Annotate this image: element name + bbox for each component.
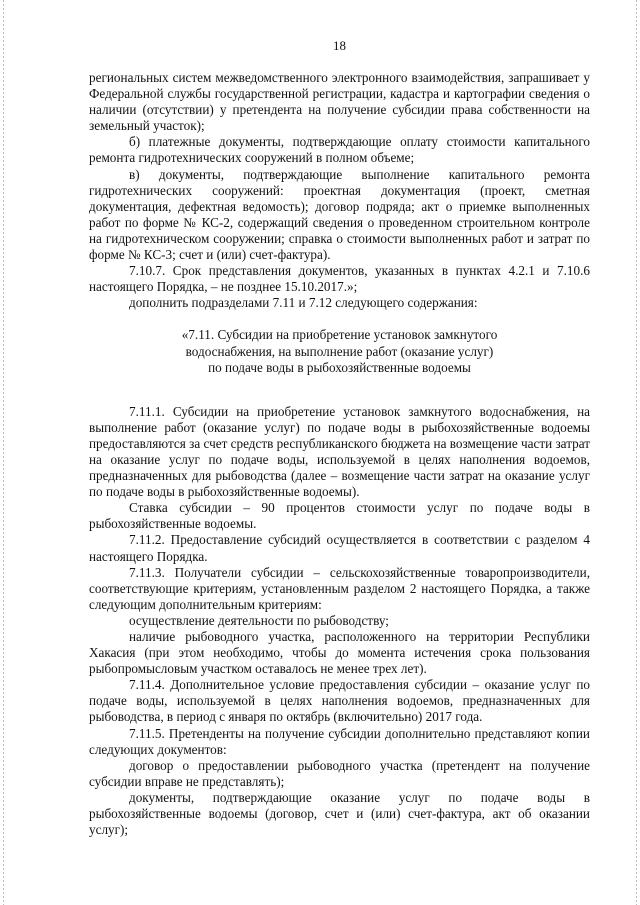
paragraph: наличие рыбоводного участка, расположенного на территории Республики Хакасия (при этом необходимо, чтобы до момента истечения срока пользования рыбопромысловым участком оставалось не менее трех лет). xyxy=(89,629,590,677)
paragraph: 7.11.3. Получатели субсидии – сельскохозяйственные товаропроизводители, соответствующие критериям, установленным разделом 2 настоящего Порядка, а также следующим дополнительным критериям: xyxy=(89,564,590,612)
paragraph: 7.11.2. Предоставление субсидий осуществляется в соответствии с разделом 4 настоящего Порядка. xyxy=(89,532,590,564)
paragraph: 7.10.7. Срок представления документов, указанных в пунктах 4.2.1 и 7.10.6 настоящего Порядка, – не позднее 15.10.2017.»; xyxy=(89,263,590,295)
paragraph: Ставка субсидии – 90 процентов стоимости услуг по подаче воды в рыбохозяйственные водоемы. xyxy=(89,500,590,532)
paragraph: 7.11.5. Претенденты на получение субсидии дополнительно представляют копии следующих документов: xyxy=(89,725,590,757)
heading-line: «7.11. Субсидии на приобретение установок замкнутого xyxy=(181,327,498,343)
heading-line: по подаче воды в рыбохозяйственные водоемы xyxy=(208,359,471,375)
section-top xyxy=(89,70,590,311)
heading-line: водоснабжения, на выполнение работ (оказание услуг) xyxy=(185,343,494,359)
paragraph: в) документы, подтверждающие выполнение капитального ремонта гидротехнических сооружений: проектная документация (проект, сметная документация, дефектная ведомость); договор подряда; акт о приемке выполненных работ по форме № КС-2, содержащий сведения о проведенном строительном контроле на гидротехническом сооружении; справка о стоимости выполненных работ и затрат по форме № КС-3; счет и (или) счет-фактура). xyxy=(89,166,590,263)
paragraph: 7.11.4. Дополнительное условие предоставления субсидии – оказание услуг по подаче воды, используемой в целях наполнения водоемов, предназначенных для рыбоводства, в период с января по октябрь (включительно) 2017 года. xyxy=(89,677,590,725)
paragraph: 7.11.1. Субсидии на приобретение установок замкнутого водоснабжения, на выполнение работ (оказание услуг) по подаче воды в рыбохозяйственные водоемы предоставляются за счет средств республиканского бюджета на возмещение части затрат на оказание услуг по подаче воды, используемой в целях наполнения водоемов, предназначенных для рыбоводства (далее – возмещение части затрат на оказание услуг по подаче воды в рыбохозяйственные водоемы). xyxy=(89,403,590,500)
paragraph: договор о предоставлении рыбоводного участка (претендент на получение субсидии вправе не представлять); xyxy=(89,757,590,789)
paragraph: документы, подтверждающие оказание услуг по подаче воды в рыбохозяйственные водоемы (договор, счет и (или) счет-фактура, акт об оказании услуг); xyxy=(89,789,590,838)
scan-edge-left xyxy=(3,0,4,905)
paragraph: региональных систем межведомственного электронного взаимодействия, запрашивает у Федеральной службы государственной регистрации, кадастра и картографии сведения о наличии (отсутствии) у претендента на получение субсидии права собственности на земельный участок); xyxy=(89,70,590,134)
scan-edge-right xyxy=(636,0,637,905)
paragraph: б) платежные документы, подтверждающие оплату стоимости капитального ремонта гидротехнических сооружений в полном объеме; xyxy=(89,134,590,166)
paragraph: дополнить подразделами 7.11 и 7.12 следующего содержания: xyxy=(129,295,478,311)
paragraph: осуществление деятельности по рыбоводству; xyxy=(129,612,389,628)
page-number: 18 xyxy=(333,38,346,53)
section-heading xyxy=(89,327,590,375)
section-bottom xyxy=(89,404,590,839)
